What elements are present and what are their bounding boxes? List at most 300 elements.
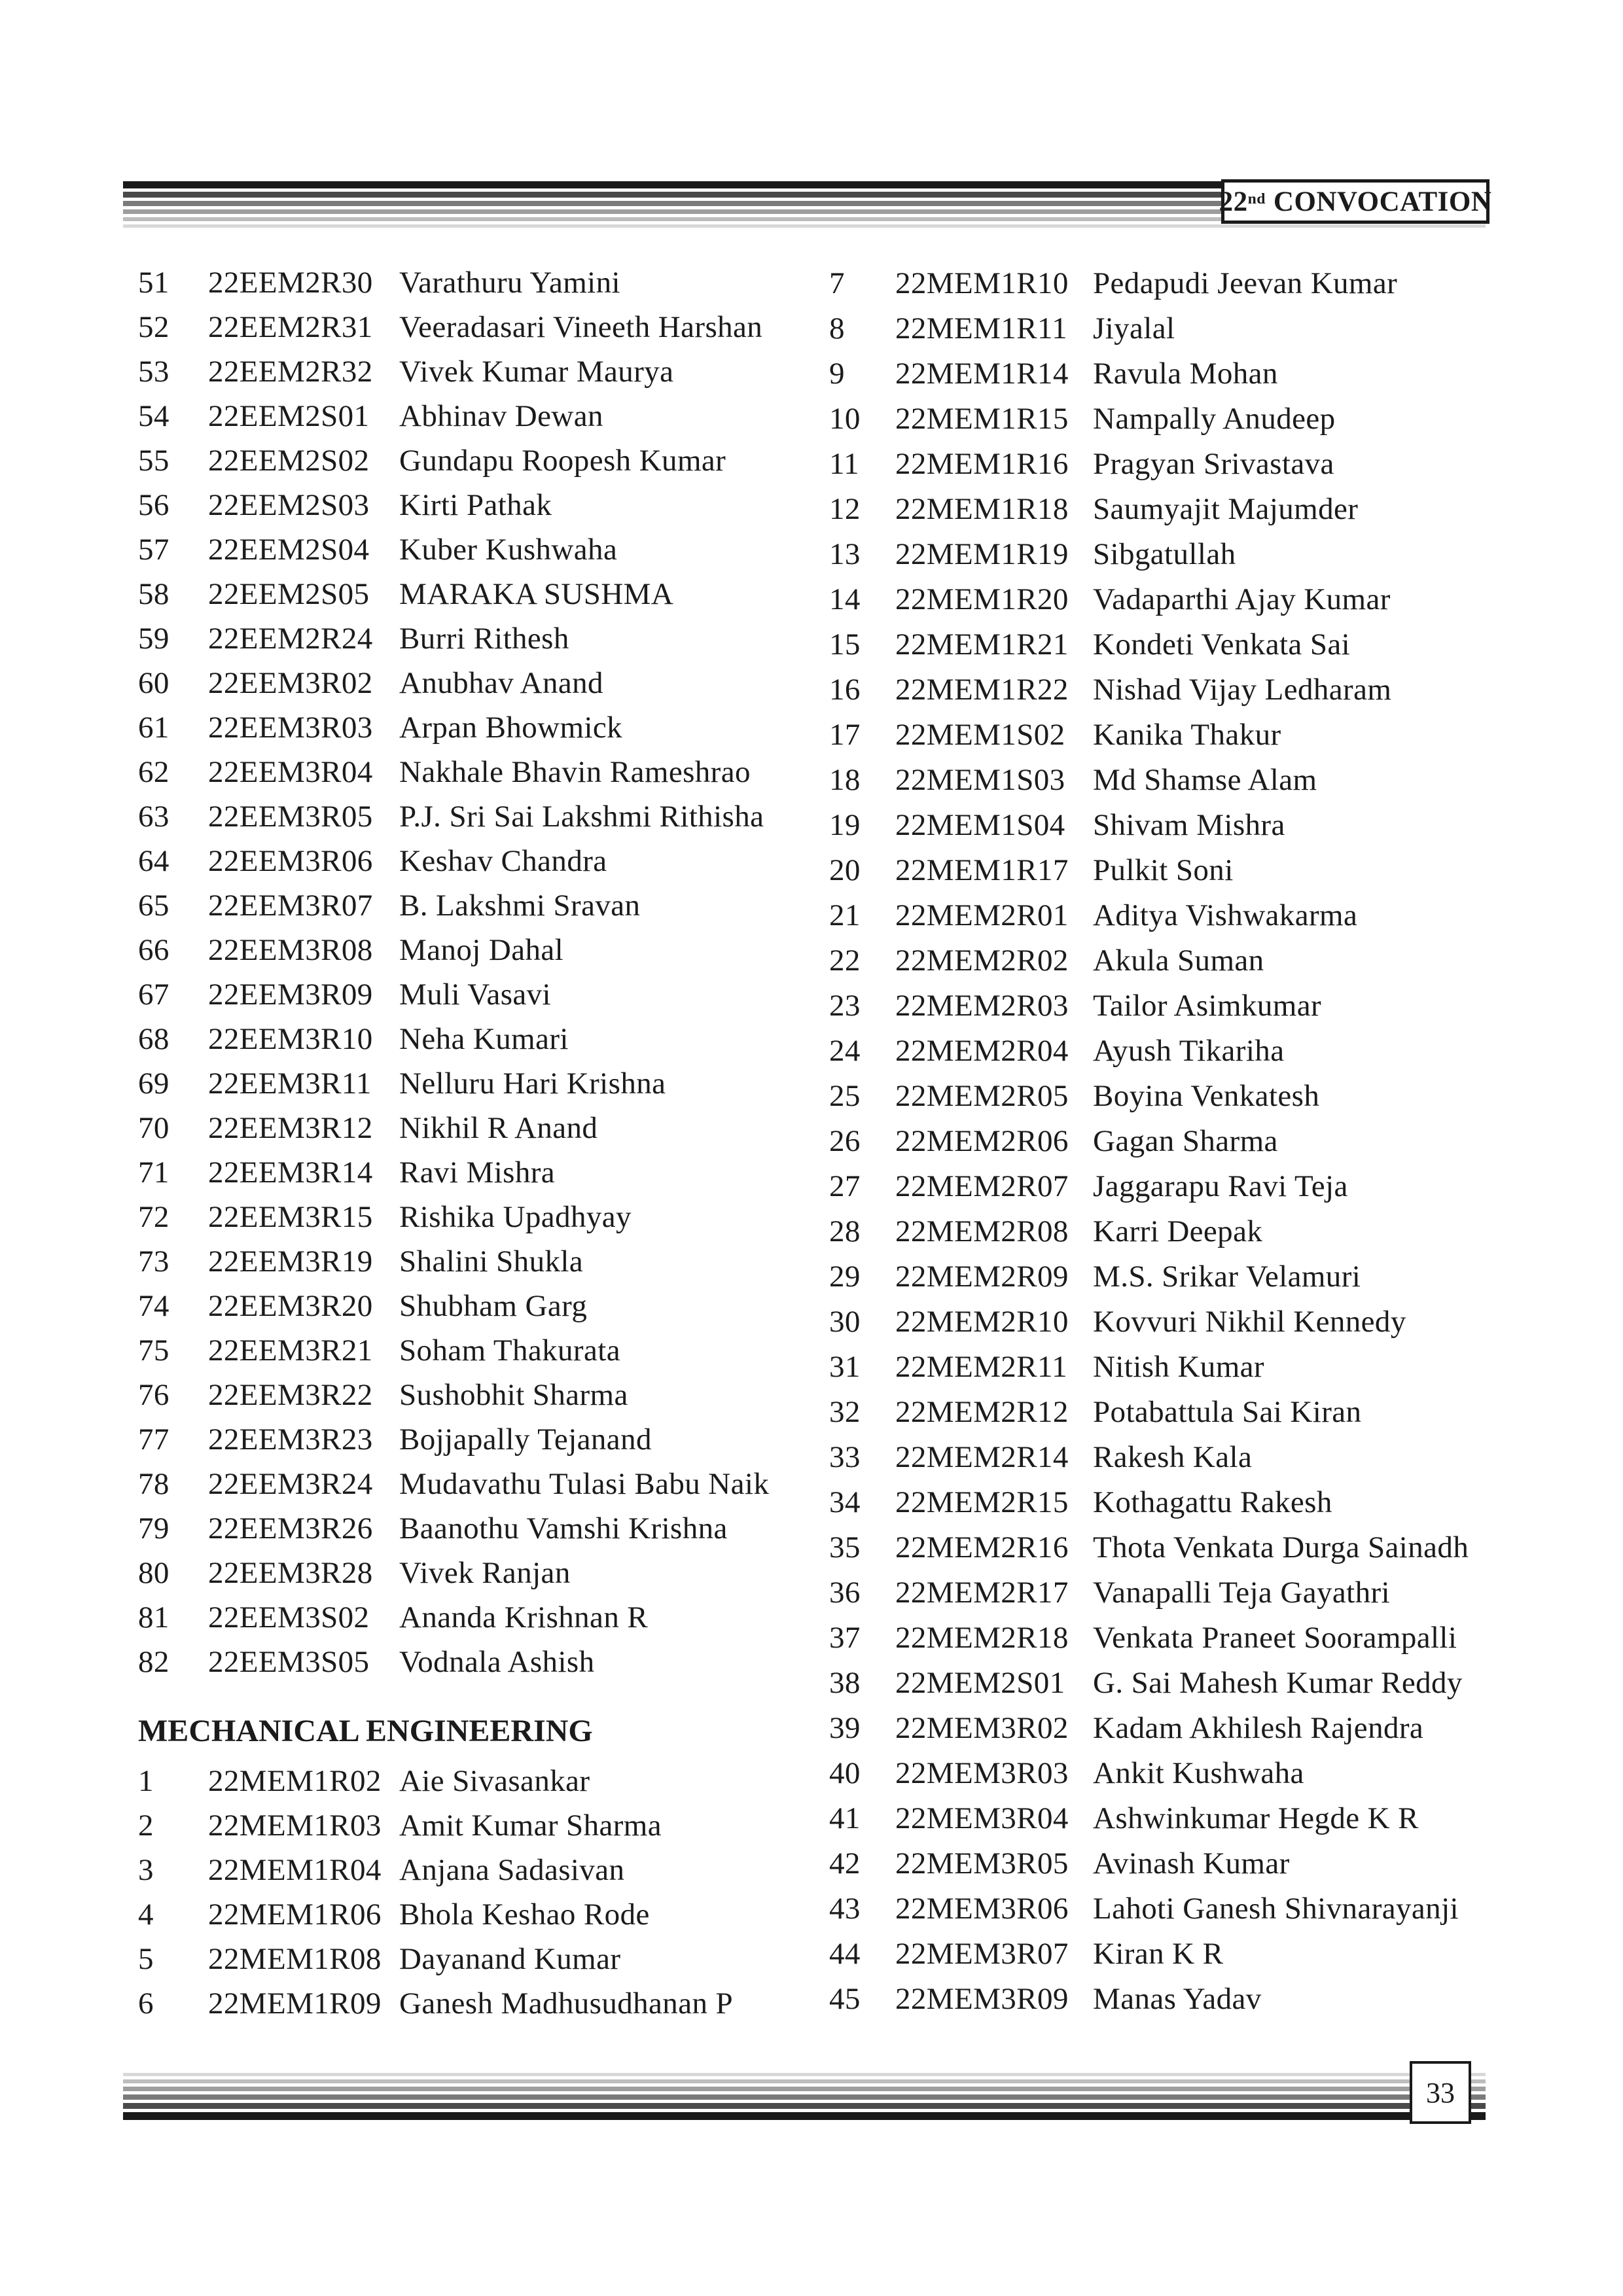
student-name: Boyina Venkatesh [1093,1078,1320,1113]
roll-number: 22MEM1R06 [208,1898,382,1932]
student-list-left-mechanical [138,1759,800,2026]
serial-number: 34 [829,1485,861,1519]
serial-number: 38 [829,1665,861,1700]
student-row [829,1570,1524,1615]
serial-number: 15 [829,627,861,662]
student-name: Muli Vasavi [399,978,552,1012]
roll-number: 22MEM3R05 [895,1846,1069,1881]
roll-number: 22EEM3R20 [208,1289,373,1323]
serial-number: 29 [829,1259,861,1294]
student-row [829,1976,1524,2021]
serial-number: 2 [138,1809,154,1843]
roll-number: 22MEM2R07 [895,1169,1069,1203]
student-row [829,802,1524,847]
student-row [829,1841,1524,1886]
roll-number: 22MEM1R20 [895,582,1069,616]
roll-number: 22MEM1R02 [208,1764,382,1798]
student-name: Vanapalli Teja Gayathri [1093,1575,1390,1610]
student-row [829,1705,1524,1750]
student-name: Manoj Dahal [399,933,564,967]
serial-number: 20 [829,853,861,887]
roll-number: 22MEM2R06 [895,1123,1069,1158]
serial-number: 75 [138,1333,169,1368]
student-row [138,1595,800,1640]
serial-number: 31 [829,1349,861,1384]
student-name: G. Sai Mahesh Kumar Reddy [1093,1665,1463,1700]
student-row [138,260,800,305]
serial-number: 22 [829,943,861,978]
roll-number: 22EEM3R24 [208,1467,373,1501]
student-row [829,1479,1524,1525]
convocation-title-box: 22 $^{nd}$ CONVOCATION [1221,179,1489,224]
student-name: Rakesh Kala [1093,1439,1253,1474]
student-name: Nitish Kumar [1093,1349,1264,1384]
roll-number: 22EEM3S05 [208,1645,370,1679]
student-row [829,531,1524,576]
horizontal-rule [123,224,1486,228]
roll-number: 22EEM3R03 [208,711,373,745]
student-name: Kiran K R [1093,1936,1224,1971]
serial-number: 67 [138,978,169,1012]
student-row [138,839,800,883]
left-column [138,260,800,2026]
student-name: Anjana Sadasivan [399,1853,625,1887]
student-name: Jiyalal [1093,311,1175,345]
student-row [138,438,800,483]
roll-number: 22EEM3R23 [208,1422,373,1457]
roll-number: 22MEM1S02 [895,717,1065,752]
roll-number: 22MEM3R04 [895,1801,1069,1835]
student-name: Ravula Mohan [1093,356,1278,391]
student-row [138,928,800,972]
serial-number: 62 [138,755,169,789]
roll-number: 22MEM1R21 [895,627,1069,662]
roll-number: 22MEM2R17 [895,1575,1069,1610]
student-name: Jaggarapu Ravi Teja [1093,1169,1348,1203]
student-name: Thota Venkata Durga Sainadh [1093,1530,1469,1564]
student-row [138,1284,800,1328]
student-row [829,441,1524,486]
student-name: Sibgatullah [1093,537,1236,571]
student-row [829,1209,1524,1254]
roll-number: 22MEM1R15 [895,401,1069,436]
serial-number: 27 [829,1169,861,1203]
serial-number: 73 [138,1245,169,1279]
roll-number: 22EEM3R15 [208,1200,373,1234]
student-name: Kuber Kushwaha [399,533,618,567]
student-name: Arpan Bhowmick [399,711,623,745]
student-name: Mudavathu Tulasi Babu Naik [399,1467,770,1501]
roll-number: 22EEM3R10 [208,1022,373,1056]
serial-number: 14 [829,582,861,616]
student-row [138,1981,800,2026]
student-name: Vodnala Ashish [399,1645,595,1679]
roll-number: 22EEM3S02 [208,1600,370,1634]
student-row [829,1931,1524,1976]
student-name: Saumyajit Majumder [1093,491,1359,526]
student-list-left [138,260,800,1684]
roll-number: 22EEM2R31 [208,310,373,344]
student-row [138,1017,800,1061]
student-name: Pedapudi Jeevan Kumar [1093,266,1398,300]
horizontal-rule [123,2087,1486,2091]
student-row [138,750,800,794]
student-name: Kovvuri Nikhil Kennedy [1093,1304,1406,1339]
page-number-box [1410,2061,1471,2124]
student-name: Gundapu Roopesh Kumar [399,444,726,478]
serial-number: 44 [829,1936,861,1971]
roll-number: 22EEM3R04 [208,755,373,789]
roll-number: 22EEM3R22 [208,1378,373,1412]
student-row [829,260,1524,306]
student-name: Rishika Upadhyay [399,1200,632,1234]
student-row [138,305,800,349]
student-row [138,1759,800,1803]
student-name: Gagan Sharma [1093,1123,1278,1158]
student-name: Kothagattu Rakesh [1093,1485,1332,1519]
student-name: Shalini Shukla [399,1245,584,1279]
roll-number: 22MEM2R15 [895,1485,1069,1519]
serial-number: 59 [138,622,169,656]
horizontal-rule [123,2103,1486,2109]
student-name: Shubham Garg [399,1289,588,1323]
student-row [138,349,800,394]
roll-number: 22MEM2R08 [895,1214,1069,1248]
serial-number: 19 [829,807,861,842]
roll-number: 22MEM2R18 [895,1620,1069,1655]
roll-number: 22MEM3R09 [895,1981,1069,2016]
roll-number: 22EEM2R24 [208,622,373,656]
serial-number: 18 [829,762,861,797]
student-name: Pulkit Soni [1093,853,1234,887]
student-row [138,705,800,750]
student-row [829,667,1524,712]
serial-number: 36 [829,1575,861,1610]
serial-number: 74 [138,1289,169,1323]
serial-number: 51 [138,266,169,300]
serial-number: 41 [829,1801,861,1835]
serial-number: 58 [138,577,169,611]
student-row [138,1892,800,1937]
student-name: Lahoti Ganesh Shivnarayanji [1093,1891,1459,1926]
student-row [829,396,1524,441]
roll-number: 22EEM2S02 [208,444,370,478]
student-name: Baanothu Vamshi Krishna [399,1511,728,1545]
student-name: Manas Yadav [1093,1981,1262,2016]
student-row [138,1417,800,1462]
student-name: Venkata Praneet Soorampalli [1093,1620,1457,1655]
roll-number: 22MEM1R18 [895,491,1069,526]
roll-number: 22EEM3R12 [208,1111,373,1145]
serial-number: 76 [138,1378,169,1412]
roll-number: 22MEM1R17 [895,853,1069,887]
convocation-ordinal: 22 [1219,186,1248,217]
roll-number: 22MEM2R01 [895,898,1069,932]
serial-number: 32 [829,1394,861,1429]
student-row [829,622,1524,667]
student-row [829,938,1524,983]
student-row [138,1061,800,1106]
serial-number: 72 [138,1200,169,1234]
serial-number: 28 [829,1214,861,1248]
roll-number: 22MEM2R12 [895,1394,1069,1429]
roll-number: 22MEM2R03 [895,988,1069,1023]
student-row [829,1299,1524,1344]
student-name: Kirti Pathak [399,488,552,522]
roll-number: 22MEM3R02 [895,1710,1069,1745]
student-name: Avinash Kumar [1093,1846,1290,1881]
serial-number: 8 [829,311,845,345]
student-row [829,1344,1524,1389]
student-name: Pragyan Srivastava [1093,446,1334,481]
student-row [829,892,1524,938]
serial-number: 25 [829,1078,861,1113]
student-row [138,1195,800,1239]
student-name: Nakhale Bhavin Rameshrao [399,755,751,789]
roll-number: 22EEM3R28 [208,1556,373,1590]
roll-number: 22EEM3R26 [208,1511,373,1545]
student-row [829,1163,1524,1209]
student-row [829,1434,1524,1479]
serial-number: 17 [829,717,861,752]
student-name: Amit Kumar Sharma [399,1809,662,1843]
student-row [138,1551,800,1595]
student-row [829,1795,1524,1841]
student-name: Nelluru Hari Krishna [399,1067,666,1101]
student-row [138,972,800,1017]
serial-number: 60 [138,666,169,700]
student-row [138,1106,800,1150]
serial-number: 7 [829,266,845,300]
student-name: B. Lakshmi Sravan [399,889,641,923]
serial-number: 56 [138,488,169,522]
horizontal-rule [123,2094,1486,2100]
student-row [138,1373,800,1417]
serial-number: 55 [138,444,169,478]
roll-number: 22MEM2R04 [895,1033,1069,1068]
student-name: Nishad Vijay Ledharam [1093,672,1392,707]
serial-number: 66 [138,933,169,967]
student-row [138,883,800,928]
student-row [138,1239,800,1284]
serial-number: 16 [829,672,861,707]
student-name: Dayanand Kumar [399,1942,621,1976]
student-name: Soham Thakurata [399,1333,620,1368]
roll-number: 22EEM3R09 [208,978,373,1012]
student-name: Ananda Krishnan R [399,1600,649,1634]
student-row [829,351,1524,396]
serial-number: 65 [138,889,169,923]
serial-number: 70 [138,1111,169,1145]
roll-number: 22MEM2R05 [895,1078,1069,1113]
roll-number: 22MEM2R09 [895,1259,1069,1294]
student-name: Kadam Akhilesh Rajendra [1093,1710,1424,1745]
student-row [138,794,800,839]
serial-number: 13 [829,537,861,571]
student-name: Nampally Anudeep [1093,401,1336,436]
serial-number: 82 [138,1645,169,1679]
student-row [138,483,800,527]
student-name: Potabattula Sai Kiran [1093,1394,1362,1429]
student-row [138,1640,800,1684]
serial-number: 6 [138,1987,154,2021]
roll-number: 22EEM3R08 [208,933,373,967]
student-name: Vivek Ranjan [399,1556,571,1590]
student-row [829,1118,1524,1163]
student-name: Shivam Mishra [1093,807,1285,842]
serial-number: 64 [138,844,169,878]
student-name: Bhola Keshao Rode [399,1898,650,1932]
roll-number: 22EEM3R05 [208,800,373,834]
student-row [138,1328,800,1373]
roll-number: 22EEM3R06 [208,844,373,878]
serial-number: 81 [138,1600,169,1634]
student-row [138,616,800,661]
roll-number: 22MEM1R19 [895,537,1069,571]
serial-number: 26 [829,1123,861,1158]
student-name: Nikhil R Anand [399,1111,598,1145]
student-row [829,576,1524,622]
serial-number: 39 [829,1710,861,1745]
serial-number: 11 [829,446,860,481]
student-row [829,1615,1524,1660]
serial-number: 10 [829,401,861,436]
student-name: P.J. Sri Sai Lakshmi Rithisha [399,800,764,834]
roll-number: 22MEM1R10 [895,266,1069,300]
serial-number: 45 [829,1981,861,2016]
student-name: Md Shamse Alam [1093,762,1317,797]
serial-number: 80 [138,1556,169,1590]
student-row [829,757,1524,802]
right-column [829,260,1524,2021]
serial-number: 43 [829,1891,861,1926]
student-name: Sushobhit Sharma [399,1378,628,1412]
student-name: Ganesh Madhusudhanan P [399,1987,734,2021]
student-name: M.S. Srikar Velamuri [1093,1259,1361,1294]
student-row [829,712,1524,757]
student-row [138,1150,800,1195]
roll-number: 22MEM3R06 [895,1891,1069,1926]
serial-number: 79 [138,1511,169,1545]
serial-number: 40 [829,1756,861,1790]
student-name: Vadaparthi Ajay Kumar [1093,582,1391,616]
horizontal-rule [123,2073,1486,2076]
student-name: Ashwinkumar Hegde K R [1093,1801,1419,1835]
roll-number: 22MEM2R10 [895,1304,1069,1339]
serial-number: 3 [138,1853,154,1887]
serial-number: 71 [138,1156,169,1190]
student-row [829,1073,1524,1118]
roll-number: 22EEM3R14 [208,1156,373,1190]
serial-number: 1 [138,1764,154,1798]
student-row [829,306,1524,351]
serial-number: 24 [829,1033,861,1068]
roll-number: 22MEM3R03 [895,1756,1069,1790]
student-row [829,1389,1524,1434]
student-row [138,394,800,438]
horizontal-rule [123,2079,1486,2083]
student-row [829,1750,1524,1795]
serial-number: 53 [138,355,169,389]
serial-number: 61 [138,711,169,745]
student-name: Aie Sivasankar [399,1764,590,1798]
student-name: Vivek Kumar Maurya [399,355,674,389]
roll-number: 22MEM1R04 [208,1853,382,1887]
roll-number: 22EEM3R19 [208,1245,373,1279]
serial-number: 4 [138,1898,154,1932]
serial-number: 30 [829,1304,861,1339]
student-name: Burri Rithesh [399,622,569,656]
student-row [829,1254,1524,1299]
student-row [138,661,800,705]
roll-number: 22EEM3R07 [208,889,373,923]
student-name: Keshav Chandra [399,844,607,878]
student-row [829,983,1524,1028]
student-name: Aditya Vishwakarma [1093,898,1358,932]
student-name: Abhinav Dewan [399,399,603,433]
roll-number: 22MEM1R14 [895,356,1069,391]
roll-number: 22MEM1R22 [895,672,1069,707]
serial-number: 35 [829,1530,861,1564]
student-name: Ayush Tikariha [1093,1033,1285,1068]
roll-number: 22MEM1R08 [208,1942,382,1976]
student-name: Kondeti Venkata Sai [1093,627,1351,662]
serial-number: 57 [138,533,169,567]
section-heading-mechanical-engineering: MECHANICAL ENGINEERING [138,1714,593,1748]
roll-number: 22MEM1R03 [208,1809,382,1843]
serial-number: 37 [829,1620,861,1655]
serial-number: 52 [138,310,169,344]
serial-number: 68 [138,1022,169,1056]
student-row [138,1848,800,1892]
roll-number: 22MEM3R07 [895,1936,1069,1971]
serial-number: 69 [138,1067,169,1101]
student-row [829,1525,1524,1570]
student-row [829,847,1524,892]
student-row [138,572,800,616]
roll-number: 22MEM2R11 [895,1349,1067,1384]
footer-rule-band [123,2073,1486,2123]
serial-number: 78 [138,1467,169,1501]
student-name: Kanika Thakur [1093,717,1281,752]
roll-number: 22MEM1S04 [895,807,1065,842]
student-name: Veeradasari Vineeth Harshan [399,310,763,344]
student-row [138,1937,800,1981]
roll-number: 22MEM2R16 [895,1530,1069,1564]
roll-number: 22EEM2S05 [208,577,370,611]
page-number: 33 [1426,2076,1455,2109]
roll-number: 22EEM2S01 [208,399,370,433]
serial-number: 9 [829,356,845,391]
roll-number: 22MEM1S03 [895,762,1065,797]
roll-number: 22EEM2R32 [208,355,373,389]
student-name: Neha Kumari [399,1022,569,1056]
roll-number: 22EEM3R11 [208,1067,372,1101]
roll-number: 22EEM2S03 [208,488,370,522]
student-row [829,486,1524,531]
horizontal-rule [123,2112,1486,2120]
roll-number: 22MEM2R14 [895,1439,1069,1474]
student-name: Akula Suman [1093,943,1264,978]
student-name: Bojjapally Tejanand [399,1422,652,1457]
serial-number: 77 [138,1422,169,1457]
student-list-right [829,260,1524,2021]
roll-number: 22MEM2S01 [895,1665,1065,1700]
student-row [829,1886,1524,1931]
student-name: MARAKA SUSHMA [399,577,674,611]
student-row [138,1506,800,1551]
student-name: Ravi Mishra [399,1156,556,1190]
